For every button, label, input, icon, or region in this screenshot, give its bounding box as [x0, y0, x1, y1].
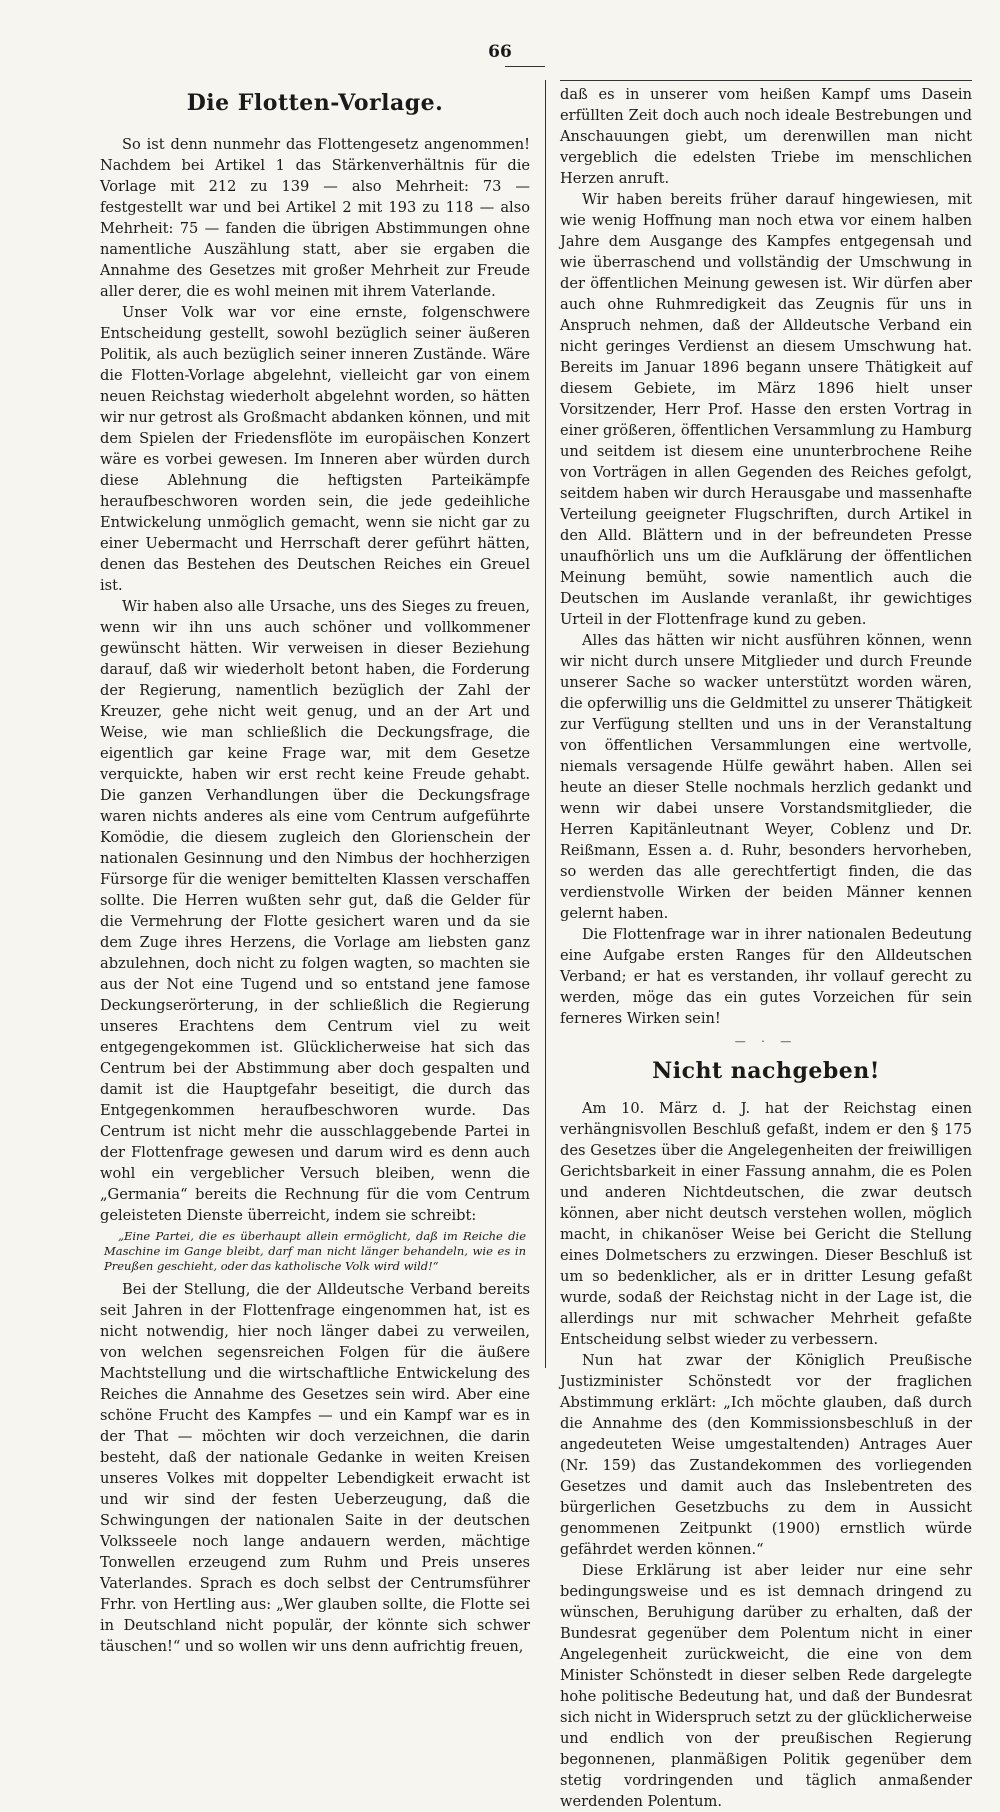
page-number: 66 — [488, 42, 512, 62]
right-column — [560, 84, 972, 1810]
left-column — [100, 84, 530, 1655]
block-quote: „Eine Partei, die es überhaupt allein ermöglicht, daß im Reiche die Maschine im Gange bleibt, darf man nicht länger behandeln, wie es in Preußen geschieht, oder das katholische Volk wird wild!“ — [104, 1229, 526, 1273]
paragraph: Wir haben also alle Ursache, uns des Sieges zu freuen, wenn wir ihn uns auch schöner und vollkommener gewünscht hätten. Wir verweisen in dieser Beziehung darauf, daß wir wiederholt betont haben, die Forderung der Regierung, namentlich bezüglich der Zahl der Kreuzer, gehe nicht weit genug, und an der Art und Weise, wie man schließlich die Deckungsfrage, die eigentlich gar keine Frage war, mit dem Gesetze verquickte, haben wir erst recht keine Freude gehabt. Die ganzen Verhandlungen über die Deckungsfrage waren nichts anderes als eine vom Centrum aufgeführte Komödie, die diesem zugleich den Glorienschein der nationalen Gesinnung und den Nimbus der hochherzigen Fürsorge für die weniger bemittelten Klassen verschaffen sollte. Die Herren wußten sehr gut, daß die Gelder für die Vermehrung der Flotte gesichert waren und da sie dem Zuge ihres Herzens, die Vorlage am liebsten ganz abzulehnen, doch nicht zu folgen wagten, so machten sie aus der Not eine Tugend und so entstand jene famose Deckungserörterung, in der schließlich die Regierung unseres Erachtens dem Centrum viel zu weit entgegengekommen ist. Glücklicherweise hat sich das Centrum bei der Abstimmung aber doch gespalten und damit ist die Hauptgefahr beseitigt, die durch das Entgegenkommen heraufbeschworen wurde. Das Centrum ist nicht mehr die ausschlaggebende Partei in der Flottenfrage gewesen und darum wird es denn auch wohl ein vergeblicher Versuch bleiben, wenn die „Germania“ bereits die Rechnung für die vom Centrum geleisteten Dienste überreicht, indem sie schreibt: — [100, 598, 530, 1224]
paragraph: Am 10. März d. J. hat der Reichstag einen verhängnisvollen Beschluß gefaßt, indem er den § 175 des Gesetzes über die Angelegenheiten der freiwilligen Gerichtsbarkeit in einer Fassung annahm, die es Polen und anderen Nichtdeutschen, die zwar deutsch können, aber nicht deutsch verstehen wollen, möglich macht, in chikanöser Weise bei Gericht die Stellung eines Dolmetschers zu erzwingen. Dieser Beschluß ist um so bedenklicher, als er in dritter Lesung gefaßt wurde, sodaß der Reichstag nicht in der Lage ist, die allerdings nur mit schwacher Mehrheit gefaßte Entscheidung selbst wieder zu verbessern. — [560, 1100, 972, 1348]
section-divider: — · — — [734, 1035, 798, 1048]
paragraph: Bei der Stellung, die der Alldeutsche Verband bereits seit Jahren in der Flottenfrage eingenommen hat, ist es nicht notwendig, hier noch länger dabei zu verweilen, von welchen segensreichen Folgen für die äußere Machtstellung und die wirtschaftliche Entwickelung des Reiches die Annahme des Gesetzes sein wird. Aber eine schöne Frucht des Kampfes — und ein Kampf war es in der That — möchten wir doch verzeichnen, die darin besteht, daß der nationale Gedanke in weiten Kreisen unseres Volkes mit doppelter Lebendigkeit erwacht ist und wir sind der festen Ueberzeugung, daß die Schwingungen der nationalen Saite in der deutschen Volksseele noch lange andauern werden, mächtige Tonwellen erzeugend zum Ruhm und Preis unseres Vaterlandes. Sprach es doch selbst der Centrumsführer Frhr. von Hertling aus: „Wer glauben sollte, die Flotte sei in Deutschland nicht populär, der könnte sich schwer täuschen!“ und so wollen wir uns denn aufrichtig freuen, — [100, 1281, 530, 1655]
column-divider — [545, 80, 546, 1368]
paragraph: Die Flottenfrage war in ihrer nationalen Bedeutung eine Aufgabe ersten Ranges für den Alldeutschen Verband; er hat es verstanden, ihr vollauf gerecht zu werden, möge das ein gutes Vorzeichen für sein ferneres Wirken sein! — [560, 926, 972, 1027]
page-number-rule — [505, 66, 545, 67]
paragraph: Alles das hätten wir nicht ausführen können, wenn wir nicht durch unsere Mitglieder und durch Freunde unserer Sache so wacker unterstützt worden wären, die opferwillig uns die Geldmittel zu unserer Thätigkeit zur Verfügung stellten und uns in der Veranstaltung von öffentlichen Versammlungen eine wertvolle, niemals versagende Hülfe gewährt haben. Allen sei heute an dieser Stelle nochmals herzlich gedankt und wenn wir dabei unsere Vorstandsmitglieder, die Herren Kapitänleutnant Weyer, Coblenz und Dr. Reißmann, Essen a. d. Ruhr, besonders hervorheben, so werden das alle gerechtfertigt finden, die das verdienstvolle Wirken der beiden Männer kennen gelernt haben. — [560, 632, 972, 922]
paragraph: Diese Erklärung ist aber leider nur eine sehr bedingungsweise und es ist demnach dringend zu wünschen, Beruhigung darüber zu erhalten, daß der Bundesrat gegenüber dem Polentum nicht in einer Angelegenheit zurückweicht, die eine von dem Minister Schönstedt in dieser selben Rede dargelegte hohe politische Bedeutung hat, und daß der Bundesrat sich nicht in Widerspruch setzt zu der glücklicherweise und endlich von der preußischen Regierung begonnenen, planmäßigen Politik gegenüber dem stetig vordringenden und täglich anmaßender werdenden Polentum. — [560, 1562, 972, 1810]
right-column-top-rule — [560, 80, 972, 81]
paragraph: Nun hat zwar der Königlich Preußische Justizminister Schönstedt vor der fraglichen Abstimmung erklärt: „Ich möchte glauben, daß durch die Annahme des (den Kommissionsbeschluß in der angedeuteten Weise umgestaltenden) Antrages Auer (Nr. 159) das Zustandekommen des vorliegenden Gesetzes und damit auch das Inslebentreten des bürgerlichen Gesetzbuchs zu dem in Aussicht genommenen Zeitpunkt (1900) ernstlich würde gefährdet werden können.“ — [560, 1352, 972, 1558]
paragraph: daß es in unserer vom heißen Kampf ums Dasein erfüllten Zeit doch auch noch ideale Bestrebungen und Anschauungen giebt, um derenwillen man nicht vergeblich die edelsten Triebe im menschlichen Herzen anruft. — [560, 86, 972, 187]
paragraph: So ist denn nunmehr das Flottengesetz angenommen! Nachdem bei Artikel 1 das Stärkenverhältnis für die Vorlage mit 212 zu 139 — also Mehrheit: 73 — festgestellt war und bei Artikel 2 mit 193 zu 118 — also Mehrheit: 75 — fanden die übrigen Abstimmungen ohne namentliche Auszählung statt, aber sie ergaben die Annahme des Gesetzes mit großer Mehrheit zur Freude aller derer, die es wohl meinen mit ihrem Vaterlande. — [100, 136, 530, 300]
article-title: Nicht nachgeben! — [652, 1058, 880, 1084]
paragraph: Unser Volk war vor eine ernste, folgenschwere Entscheidung gestellt, sowohl bezüglich seiner äußeren Politik, als auch bezüglich seiner inneren Zustände. Wäre die Flotten-Vorlage abgelehnt, vielleicht gar von einem neuen Reichstag wiederholt abgelehnt worden, so hätten wir nur getrost als Großmacht abdanken können, und mit dem Spielen der Friedensflöte im europäischen Konzert wäre es vorbei gewesen. Im Inneren aber würden durch diese Ablehnung die heftigsten Parteikämpfe heraufbeschworen worden sein, die jede gedeihliche Entwickelung unmöglich gemacht, wenn sie nicht gar zu einer Uebermacht und Herrschaft derer geführt hätten, denen das Bestehen des Deutschen Reiches ein Greuel ist. — [100, 304, 530, 594]
article-title: Die Flotten-Vorlage. — [186, 90, 444, 116]
paragraph: Wir haben bereits früher darauf hingewiesen, mit wie wenig Hoffnung man noch etwa vor einem halben Jahre dem Ausgange des Kampfes entgegensah und wie überraschend und vollständig der Umschwung in der öffentlichen Meinung gewesen ist. Wir dürfen aber auch ohne Ruhmredigkeit das Zeugnis für uns in Anspruch nehmen, daß der Alldeutsche Verband ein nicht geringes Verdienst an diesem Umschwung hat. Bereits im Januar 1896 begann unsere Thätigkeit auf diesem Gebiete, im März 1896 hielt unser Vorsitzender, Herr Prof. Hasse den ersten Vortrag in einer größeren, öffentlichen Versammlung zu Hamburg und seitdem ist diesem eine ununterbrochene Reihe von Vorträgen in allen Gegenden des Reiches gefolgt, seitdem haben wir durch Herausgabe und massenhafte Verteilung geeigneter Flugschriften, durch Artikel in den Alld. Blättern und in der befreundeten Presse unaufhörlich uns um die Aufklärung der öffentlichen Meinung bemüht, sowie namentlich auch die Deutschen im Auslande veranlaßt, ihr gewichtiges Urteil in der Flottenfrage kund zu geben. — [560, 191, 972, 628]
